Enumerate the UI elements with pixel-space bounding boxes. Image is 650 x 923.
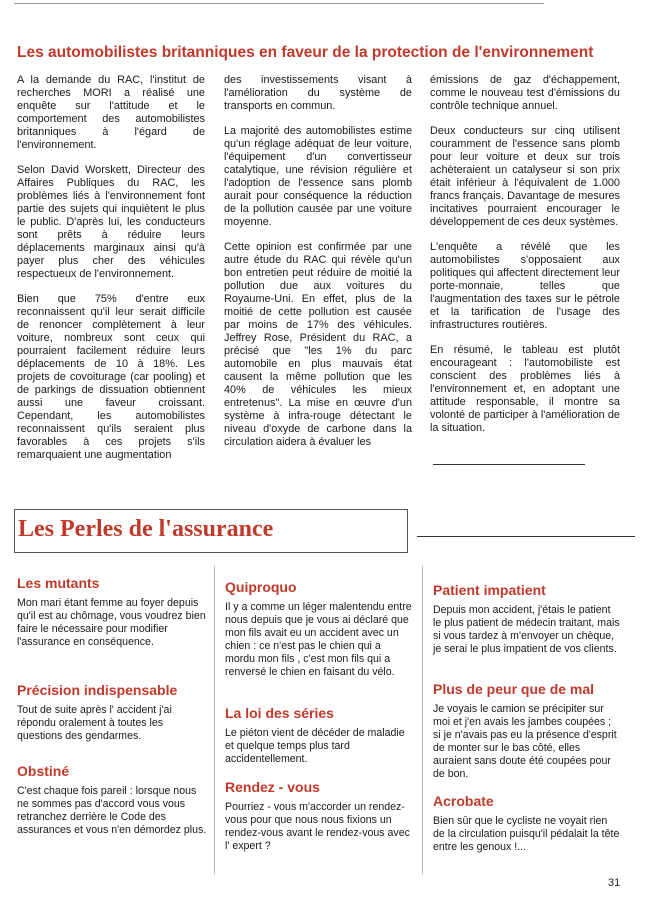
perle-heading: Quiproquo bbox=[225, 579, 297, 595]
perle-text: Mon mari étant femme au foyer depuis qu'il est au chômage, vous voudrez bien faire le nécessaire pour modifier l'assurance en conséquence. bbox=[17, 597, 206, 648]
perle-quiproquo bbox=[225, 579, 412, 679]
article-title: Les automobilistes britanniques en faveur de la protection de l'environnement bbox=[17, 44, 594, 61]
article-end-rule bbox=[433, 464, 585, 465]
perle-obstine bbox=[17, 763, 207, 837]
paragraph: émissions de gaz d'échappement, comme le nouveau test d'émissions du contrôle technique annuel. bbox=[430, 74, 620, 112]
perle-text: Tout de suite après l' accident j'ai répondu oralement à toutes les questions des gendarmes. bbox=[17, 704, 172, 742]
perle-patient bbox=[433, 582, 621, 656]
perle-text: Depuis mon accident, j'étais le patient le plus patient de médecin traitant, mais si vous tardez à m'envoyer un chèque, je serai le plus impatient de vos clients. bbox=[433, 604, 620, 655]
paragraph: En résumé, le tableau est plutôt encourageant : l'automobiliste est conscient des problèmes liés à l'environnement et, en adoptant une attitude responsable, il montre sa volonté de participer à l'amélioration de la situation. bbox=[430, 344, 620, 434]
perle-acrobate bbox=[433, 793, 621, 854]
perle-text: C'est chaque fois pareil : lorsque nous ne sommes pas d'accord vous vous retranchez derrière le Code des assurances et vous n'en démordez plus. bbox=[17, 785, 207, 836]
top-rule bbox=[14, 3, 544, 4]
perle-heading: Plus de peur que de mal bbox=[433, 681, 595, 697]
paragraph: Cette opinion est confirmée par une autre étude du RAC qui révèle qu'un bon entretien peut réduire de moitié la pollution due aux voitures du Royaume-Uni. En effet, plus de la moitié de cette pollution est causée par moins de 17% des véhicules. Jeffrey Rose, Président du RAC, a précisé que "les 1% du parc automobile en plus mauvais état causent la même pollution que les 40% de véhicules les mieux entretenus". La mise en œuvre d'un système à infra-rouge détectant le niveau d'oxyde de carbone dans la circulation aidera à évaluer les bbox=[224, 241, 412, 448]
perle-heading: Patient impatient bbox=[433, 582, 546, 598]
perle-text: Il y a comme un léger malentendu entre nous depuis que je vous ai déclaré que mon fils avait eu un accident avec un chien : ce n'est pas le chien qui a mordu mon fils , c'est mon fils qui a renversé le chien en faisant du vélo. bbox=[225, 601, 412, 678]
column-divider bbox=[422, 566, 423, 874]
article-column-1 bbox=[17, 74, 205, 474]
perle-heading: Les mutants bbox=[17, 575, 100, 591]
perle-heading: Acrobate bbox=[433, 793, 494, 809]
perle-rendez-vous bbox=[225, 779, 412, 853]
perle-peur bbox=[433, 681, 621, 781]
perle-mutants bbox=[17, 575, 207, 649]
paragraph: des investissements visant à l'amélioration du système de transports en commun. bbox=[224, 74, 412, 112]
perle-text: Je voyais le camion se précipiter sur moi et j'en avais les jambes coupées ; si je n'avais pas eu la présence d'esprit de monter sur le bas côté, elles auraient sans doute été coupées pour de bon. bbox=[433, 703, 617, 780]
perles-title: Les Perles de l'assurance bbox=[18, 516, 274, 542]
paragraph: Deux conducteurs sur cinq utilisent couramment de l'essence sans plomb pour leur voiture et deux sur trois achèteraient un catalyseur si son prix était inférieur à l'équivalent de 1.000 francs français. Davantage de mesures incitatives pourraient encourager le développement de ces deux systèmes. bbox=[430, 125, 620, 228]
paragraph: La majorité des automobilistes estime qu'un réglage adéquat de leur voiture, l'équipement d'un convertisseur catalytique, une révision régulière et l'adoption de l'essence sans plomb aurait pour conséquence la réduction de la pollution causée par une voiture moyenne. bbox=[224, 125, 412, 228]
perle-precision bbox=[17, 682, 207, 743]
paragraph: A la demande du RAC, l'institut de recherches MORI a réalisé une enquête sur l'attitude et le comportement des automobilistes britanniques à l'égard de l'environnement. bbox=[17, 74, 205, 151]
perles-title-rule bbox=[417, 536, 635, 537]
perle-heading: Rendez - vous bbox=[225, 779, 320, 795]
article-column-3 bbox=[430, 74, 620, 447]
perle-heading: Obstiné bbox=[17, 763, 70, 779]
perle-heading: La loi des séries bbox=[225, 705, 334, 721]
perle-heading: Précision indispensable bbox=[17, 682, 178, 698]
paragraph: Bien que 75% d'entre eux reconnaissent qu'il leur serait difficile de renoncer complètement à leur voiture, nombreux sont ceux qui pourraient facilement réduire leurs déplacements de 10 à 18%. Les projets de covoiturage (car pooling) et de parkings de dissuation obtiennent aussi une faveur croissant. Cependant, les automobilistes reconnaissent qu'ils seraient plus favorables à ces projets s'ils remarquaient une augmentation bbox=[17, 293, 205, 461]
perle-loi-series bbox=[225, 705, 412, 766]
article-column-2 bbox=[224, 74, 412, 461]
perle-text: Pourriez - vous m'accorder un rendez-vous pour que nous nous fixions un rendez-vous avant le rendez-vous avec l' expert ? bbox=[225, 801, 410, 852]
paragraph: L'enquête a révélé que les automobilistes s'opposaient aux politiques qui affectent directement leur porte-monnaie, telles que l'augmentation des taxes sur le pétrole et la tarification de l'usage des infrastructures routières. bbox=[430, 241, 620, 331]
paragraph: Selon David Worskett, Directeur des Affaires Publiques du RAC, les problèmes liés à l'environnement font partie des sujets qui inquiètent le plus le public. D'après lui, les conducteurs sont prêts à réduire leurs déplacements marginaux ainsi qu'à payer plus cher des véhicules respectueux de l'environnement. bbox=[17, 164, 205, 280]
page-number: 31 bbox=[608, 877, 621, 889]
column-divider bbox=[214, 566, 215, 874]
perle-text: Le piéton vient de décéder de maladie et quelque temps plus tard accidentellement. bbox=[225, 727, 405, 765]
perle-text: Bien sûr que le cycliste ne voyait rien de la circulation puisqu'il pédalait la tête entre les genoux !... bbox=[433, 815, 620, 853]
